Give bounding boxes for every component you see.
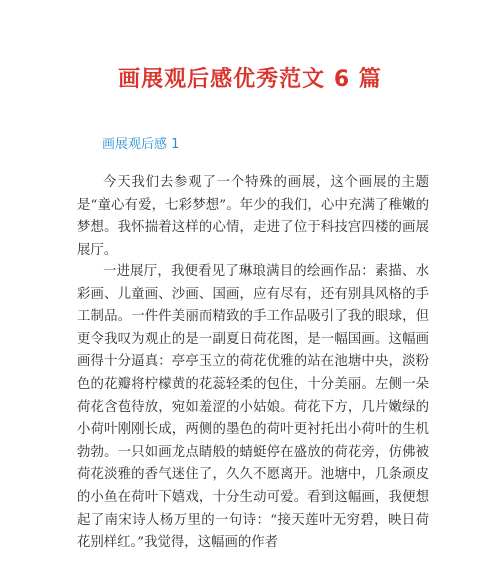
section-heading: 画展观后感 1	[102, 137, 180, 152]
paragraph-2: 一进展厅，我便看见了琳琅满目的绘画作品：素描、水彩画、儿童画、沙画、国画，应有尽有，还有别具风格的手工制品。一件件美丽而精致的手工作品吸引了我的眼球，但更令我叹为观止的是一副夏日荷花图，是一幅国画。这幅画画得十分逼真：亭亭玉立的荷花优雅的站在池塘中央，淡粉色的花瓣将柠檬黄的花蕊轻柔的包住，十分美丽。左侧一朵荷花含苞待放，宛如羞涩的小姑娘。荷花下方，几片嫩绿的小荷叶刚刚长成，两侧的墨色的荷叶更衬托出小荷叶的生机勃勃。一只如画龙点睛般的蜻蜓停在盛放的荷花旁，仿佛被荷花淡雅的香气迷住了，久久不愿离开。池塘中，几条顽皮的小鱼在荷叶下嬉戏，十分生动可爱。看到这幅画，我便想起了南宋诗人杨万里的一句诗：“接天莲叶无穷碧，映日荷花别样红。”我觉得，这幅画的作者	[77, 264, 429, 551]
document-title: 画展观后感优秀范文 6 篇	[118, 67, 382, 92]
paragraph-1: 今天我们去参观了一个特殊的画展，这个画展的主题是“童心有爱，七彩梦想”。年少的我们，心中充满了稚嫩的梦想。我怀揣着这样的心情，走进了位于科技宫四楼的画展展厅。	[77, 175, 429, 258]
